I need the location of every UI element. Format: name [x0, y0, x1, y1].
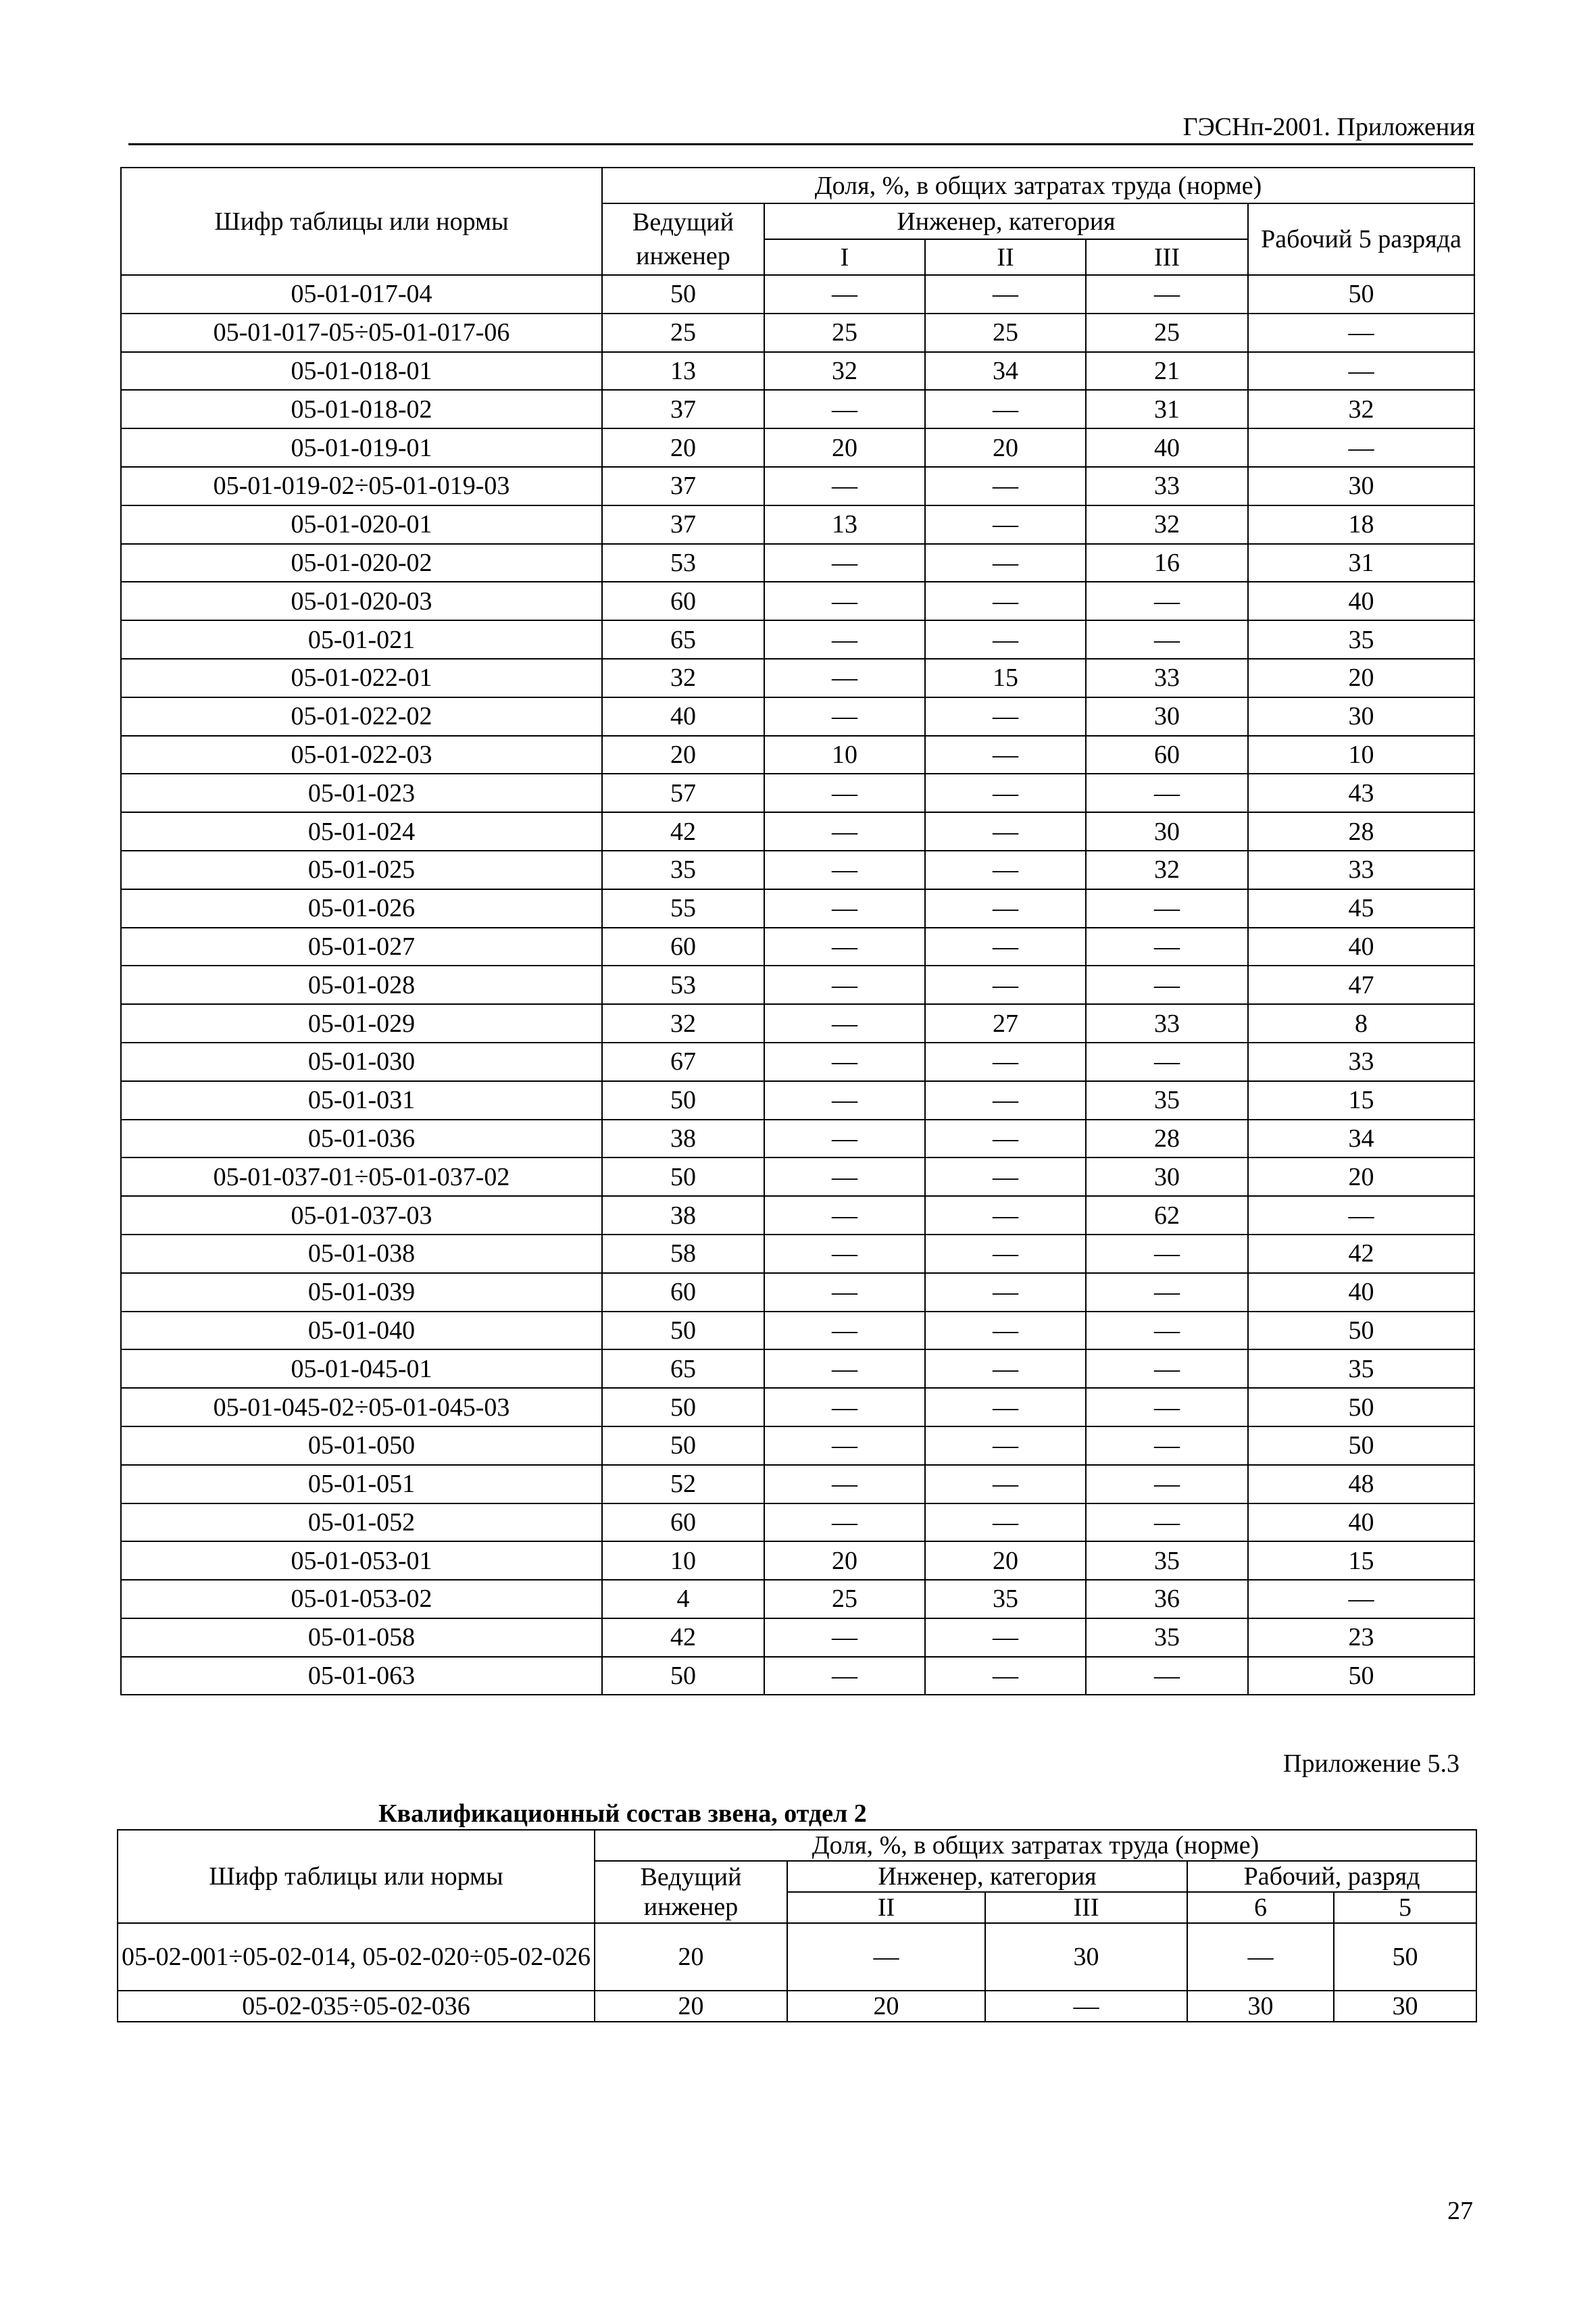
value-cell: 60: [602, 928, 764, 966]
value-cell: 65: [602, 1349, 764, 1388]
value-cell: 20: [1248, 659, 1474, 697]
value-cell: 33: [1086, 659, 1248, 697]
code-cell: 05-01-058: [121, 1618, 602, 1657]
t2-header-engineer-category: Инженер, категория: [787, 1861, 1187, 1892]
value-cell: —: [925, 1081, 1086, 1120]
table-row: [121, 1465, 1474, 1503]
value-cell: —: [925, 1388, 1086, 1426]
table-row: [121, 620, 1474, 659]
value-cell: 25: [764, 1580, 925, 1618]
value-cell: 25: [764, 314, 925, 352]
value-cell: 37: [602, 390, 764, 428]
value-cell: 10: [602, 1541, 764, 1580]
table-row: [121, 314, 1474, 352]
value-cell: 58: [602, 1235, 764, 1273]
value-cell: 35: [602, 851, 764, 889]
table-row: [118, 1991, 1476, 2022]
value-cell: 33: [1086, 1004, 1248, 1043]
table-row: [121, 582, 1474, 620]
value-cell: 50: [602, 1657, 764, 1695]
code-cell: 05-02-001÷05-02-014, 05-02-020÷05-02-026: [118, 1923, 595, 1991]
value-cell: —: [925, 505, 1086, 544]
value-cell: 20: [595, 1991, 787, 2022]
value-cell: —: [764, 1120, 925, 1158]
value-cell: —: [764, 544, 925, 582]
table-row: [121, 1120, 1474, 1158]
value-cell: 25: [925, 314, 1086, 352]
value-cell: 55: [602, 889, 764, 928]
appendix-label: Приложение 5.3: [1283, 1749, 1460, 1778]
value-cell: —: [1086, 1349, 1248, 1388]
value-cell: 42: [602, 1618, 764, 1657]
t2-header-code: Шифр таблицы или нормы: [118, 1830, 595, 1923]
header-lead-engineer: Ведущий инженер: [602, 203, 764, 275]
value-cell: —: [925, 1120, 1086, 1158]
value-cell: 35: [925, 1580, 1086, 1618]
value-cell: —: [925, 1043, 1086, 1081]
value-cell: —: [764, 390, 925, 428]
table-row: [121, 1273, 1474, 1312]
value-cell: —: [925, 467, 1086, 505]
code-cell: 05-01-028: [121, 966, 602, 1004]
code-cell: 05-01-020-01: [121, 505, 602, 544]
value-cell: 10: [1248, 736, 1474, 774]
value-cell: —: [925, 966, 1086, 1004]
value-cell: —: [764, 697, 925, 736]
value-cell: 50: [1334, 1923, 1476, 1991]
value-cell: —: [925, 275, 1086, 314]
code-cell: 05-01-018-02: [121, 390, 602, 428]
value-cell: 50: [1248, 1657, 1474, 1695]
value-cell: 40: [1248, 582, 1474, 620]
value-cell: 35: [1086, 1618, 1248, 1657]
table-row: [121, 851, 1474, 889]
value-cell: —: [1086, 620, 1248, 659]
table-row: [121, 1043, 1474, 1081]
value-cell: —: [925, 812, 1086, 851]
value-cell: —: [1086, 1503, 1248, 1542]
value-cell: 30: [1086, 1158, 1248, 1196]
labor-share-table-section-1: [120, 167, 1475, 1695]
value-cell: —: [925, 1196, 1086, 1235]
value-cell: —: [1248, 1196, 1474, 1235]
value-cell: —: [1086, 774, 1248, 812]
value-cell: 40: [1248, 1273, 1474, 1312]
value-cell: 20: [602, 736, 764, 774]
value-cell: —: [764, 812, 925, 851]
value-cell: —: [764, 1004, 925, 1043]
value-cell: —: [925, 1426, 1086, 1465]
code-cell: 05-01-022-03: [121, 736, 602, 774]
value-cell: 47: [1248, 966, 1474, 1004]
code-cell: 05-01-017-05÷05-01-017-06: [121, 314, 602, 352]
table-row: [121, 1235, 1474, 1273]
table-row: [121, 1580, 1474, 1618]
code-cell: 05-01-021: [121, 620, 602, 659]
value-cell: 21: [1086, 352, 1248, 391]
table-row: [121, 774, 1474, 812]
value-cell: 37: [602, 467, 764, 505]
value-cell: —: [1086, 1657, 1248, 1695]
t2-header-cat-2: II: [787, 1892, 985, 1923]
value-cell: —: [1086, 582, 1248, 620]
value-cell: 50: [602, 1158, 764, 1196]
value-cell: —: [1248, 352, 1474, 391]
code-cell: 05-01-023: [121, 774, 602, 812]
value-cell: 35: [1086, 1541, 1248, 1580]
header-code: Шифр таблицы или нормы: [121, 168, 602, 275]
value-cell: —: [1248, 314, 1474, 352]
table-row: [121, 1312, 1474, 1350]
value-cell: 34: [925, 352, 1086, 391]
value-cell: —: [1086, 275, 1248, 314]
value-cell: 32: [602, 659, 764, 697]
value-cell: 28: [1248, 812, 1474, 851]
code-cell: 05-01-027: [121, 928, 602, 966]
t2-header-grade-5: 5: [1334, 1892, 1476, 1923]
value-cell: 30: [1187, 1991, 1334, 2022]
value-cell: 18: [1248, 505, 1474, 544]
value-cell: 67: [602, 1043, 764, 1081]
value-cell: 33: [1248, 1043, 1474, 1081]
value-cell: 20: [602, 428, 764, 467]
table2-title: Квалификационный состав звена, отдел 2: [378, 1799, 867, 1828]
value-cell: —: [764, 1312, 925, 1350]
value-cell: 53: [602, 966, 764, 1004]
code-cell: 05-01-026: [121, 889, 602, 928]
value-cell: 43: [1248, 774, 1474, 812]
value-cell: —: [764, 1196, 925, 1235]
value-cell: —: [925, 620, 1086, 659]
value-cell: 32: [1086, 505, 1248, 544]
value-cell: —: [764, 1349, 925, 1388]
code-cell: 05-01-036: [121, 1120, 602, 1158]
value-cell: —: [925, 1312, 1086, 1350]
header-rule: [128, 143, 1473, 145]
table-row: [121, 428, 1474, 467]
table-row: [121, 1081, 1474, 1120]
code-cell: 05-01-024: [121, 812, 602, 851]
code-cell: 05-01-030: [121, 1043, 602, 1081]
value-cell: —: [764, 1618, 925, 1657]
value-cell: —: [1086, 928, 1248, 966]
value-cell: 33: [1086, 467, 1248, 505]
table-row: [121, 928, 1474, 966]
table1-body: [121, 275, 1474, 1695]
value-cell: —: [925, 774, 1086, 812]
header-worker: Рабочий 5 разряда: [1248, 203, 1474, 275]
table-row: [121, 966, 1474, 1004]
table-row: [121, 1388, 1474, 1426]
value-cell: —: [764, 1426, 925, 1465]
value-cell: 33: [1248, 851, 1474, 889]
value-cell: 52: [602, 1465, 764, 1503]
value-cell: 20: [764, 428, 925, 467]
code-cell: 05-01-022-01: [121, 659, 602, 697]
value-cell: 50: [1248, 1426, 1474, 1465]
table-row: [121, 889, 1474, 928]
value-cell: —: [1086, 1273, 1248, 1312]
value-cell: —: [985, 1991, 1187, 2022]
value-cell: —: [1086, 1388, 1248, 1426]
header-share: Доля, %, в общих затратах труда (норме): [602, 168, 1474, 203]
value-cell: —: [764, 620, 925, 659]
value-cell: 15: [1248, 1081, 1474, 1120]
value-cell: —: [764, 275, 925, 314]
value-cell: 50: [1248, 1388, 1474, 1426]
value-cell: 30: [1248, 697, 1474, 736]
table-row: [121, 736, 1474, 774]
value-cell: 60: [1086, 736, 1248, 774]
value-cell: 30: [1248, 467, 1474, 505]
value-cell: 40: [602, 697, 764, 736]
table-row: [121, 505, 1474, 544]
code-cell: 05-01-040: [121, 1312, 602, 1350]
value-cell: 25: [1086, 314, 1248, 352]
value-cell: —: [764, 467, 925, 505]
value-cell: 35: [1248, 620, 1474, 659]
code-cell: 05-01-019-02÷05-01-019-03: [121, 467, 602, 505]
value-cell: 42: [1248, 1235, 1474, 1273]
code-cell: 05-01-051: [121, 1465, 602, 1503]
value-cell: —: [1086, 1312, 1248, 1350]
code-cell: 05-01-019-01: [121, 428, 602, 467]
code-cell: 05-01-053-01: [121, 1541, 602, 1580]
value-cell: 38: [602, 1196, 764, 1235]
labor-share-table-section-2: [117, 1829, 1477, 2022]
value-cell: 36: [1086, 1580, 1248, 1618]
value-cell: 20: [1248, 1158, 1474, 1196]
value-cell: —: [925, 1503, 1086, 1542]
value-cell: 60: [602, 1273, 764, 1312]
value-cell: 50: [602, 1312, 764, 1350]
value-cell: 32: [602, 1004, 764, 1043]
value-cell: 35: [1248, 1349, 1474, 1388]
value-cell: —: [764, 1158, 925, 1196]
value-cell: —: [764, 1043, 925, 1081]
value-cell: —: [925, 582, 1086, 620]
value-cell: 25: [602, 314, 764, 352]
table2-body: [118, 1923, 1476, 2022]
value-cell: —: [764, 889, 925, 928]
value-cell: 37: [602, 505, 764, 544]
value-cell: —: [1086, 1235, 1248, 1273]
code-cell: 05-01-053-02: [121, 1580, 602, 1618]
value-cell: 13: [602, 352, 764, 391]
value-cell: —: [787, 1923, 985, 1991]
value-cell: 20: [925, 1541, 1086, 1580]
value-cell: 50: [602, 1388, 764, 1426]
value-cell: 16: [1086, 544, 1248, 582]
code-cell: 05-01-039: [121, 1273, 602, 1312]
table-row: [121, 544, 1474, 582]
code-cell: 05-01-025: [121, 851, 602, 889]
value-cell: 60: [602, 1503, 764, 1542]
value-cell: —: [1086, 966, 1248, 1004]
t2-header-lead-engineer: Ведущий инженер: [595, 1861, 787, 1923]
value-cell: —: [925, 1158, 1086, 1196]
value-cell: —: [925, 851, 1086, 889]
value-cell: 8: [1248, 1004, 1474, 1043]
code-cell: 05-01-050: [121, 1426, 602, 1465]
table-row: [121, 659, 1474, 697]
header-engineer-category: Инженер, категория: [764, 203, 1248, 239]
table-row: [121, 390, 1474, 428]
code-cell: 05-01-022-02: [121, 697, 602, 736]
value-cell: —: [764, 774, 925, 812]
value-cell: 50: [602, 1426, 764, 1465]
value-cell: 20: [925, 428, 1086, 467]
code-cell: 05-01-045-01: [121, 1349, 602, 1388]
value-cell: —: [764, 1235, 925, 1273]
code-cell: 05-01-052: [121, 1503, 602, 1542]
value-cell: —: [764, 851, 925, 889]
table-row: [121, 1158, 1474, 1196]
value-cell: —: [764, 966, 925, 1004]
table-row: [121, 697, 1474, 736]
value-cell: —: [925, 390, 1086, 428]
value-cell: 48: [1248, 1465, 1474, 1503]
value-cell: 31: [1248, 544, 1474, 582]
value-cell: —: [925, 928, 1086, 966]
value-cell: —: [764, 582, 925, 620]
table-row: [121, 1426, 1474, 1465]
value-cell: —: [925, 1618, 1086, 1657]
table-row: [121, 1349, 1474, 1388]
code-cell: 05-01-029: [121, 1004, 602, 1043]
value-cell: 30: [1334, 1991, 1476, 2022]
value-cell: —: [925, 1465, 1086, 1503]
value-cell: 42: [602, 812, 764, 851]
value-cell: —: [925, 889, 1086, 928]
code-cell: 05-01-063: [121, 1657, 602, 1695]
value-cell: 53: [602, 544, 764, 582]
value-cell: 32: [1086, 851, 1248, 889]
value-cell: —: [764, 1273, 925, 1312]
value-cell: —: [925, 1273, 1086, 1312]
t2-header-worker-grade: Рабочий, разряд: [1187, 1861, 1476, 1892]
value-cell: —: [1086, 1426, 1248, 1465]
header-cat-1: I: [764, 239, 925, 275]
value-cell: —: [764, 928, 925, 966]
value-cell: —: [764, 1503, 925, 1542]
table-row: [121, 1004, 1474, 1043]
code-cell: 05-01-037-03: [121, 1196, 602, 1235]
table-row: [121, 1503, 1474, 1542]
value-cell: —: [925, 1235, 1086, 1273]
value-cell: 30: [985, 1923, 1187, 1991]
value-cell: —: [764, 659, 925, 697]
page-number: 27: [1447, 2197, 1473, 2225]
value-cell: —: [925, 697, 1086, 736]
value-cell: —: [764, 1465, 925, 1503]
value-cell: 62: [1086, 1196, 1248, 1235]
code-cell: 05-01-038: [121, 1235, 602, 1273]
t2-header-cat-3: III: [985, 1892, 1187, 1923]
t2-header-grade-6: 6: [1187, 1892, 1334, 1923]
value-cell: 30: [1086, 812, 1248, 851]
value-cell: 30: [1086, 697, 1248, 736]
value-cell: —: [1248, 1580, 1474, 1618]
code-cell: 05-01-031: [121, 1081, 602, 1120]
code-cell: 05-01-045-02÷05-01-045-03: [121, 1388, 602, 1426]
value-cell: 27: [925, 1004, 1086, 1043]
value-cell: 50: [602, 275, 764, 314]
code-cell: 05-01-018-01: [121, 352, 602, 391]
value-cell: 38: [602, 1120, 764, 1158]
value-cell: —: [764, 1657, 925, 1695]
value-cell: —: [925, 736, 1086, 774]
value-cell: —: [1187, 1923, 1334, 1991]
value-cell: 60: [602, 582, 764, 620]
value-cell: 45: [1248, 889, 1474, 928]
table-row: [121, 812, 1474, 851]
value-cell: 15: [925, 659, 1086, 697]
value-cell: —: [1086, 889, 1248, 928]
code-cell: 05-01-020-03: [121, 582, 602, 620]
value-cell: 35: [1086, 1081, 1248, 1120]
table-row: [118, 1923, 1476, 1991]
value-cell: —: [764, 1388, 925, 1426]
value-cell: 50: [602, 1081, 764, 1120]
value-cell: 28: [1086, 1120, 1248, 1158]
value-cell: —: [925, 544, 1086, 582]
table-row: [121, 352, 1474, 391]
code-cell: 05-02-035÷05-02-036: [118, 1991, 595, 2022]
code-cell: 05-01-037-01÷05-01-037-02: [121, 1158, 602, 1196]
value-cell: 20: [764, 1541, 925, 1580]
value-cell: —: [925, 1657, 1086, 1695]
value-cell: 15: [1248, 1541, 1474, 1580]
table-row: [121, 1657, 1474, 1695]
value-cell: 32: [1248, 390, 1474, 428]
t2-header-share: Доля, %, в общих затратах труда (норме): [595, 1830, 1476, 1861]
value-cell: 57: [602, 774, 764, 812]
table-row: [121, 1196, 1474, 1235]
value-cell: —: [1248, 428, 1474, 467]
value-cell: 40: [1248, 928, 1474, 966]
header-cat-3: III: [1086, 239, 1248, 275]
value-cell: 23: [1248, 1618, 1474, 1657]
value-cell: 50: [1248, 1312, 1474, 1350]
value-cell: 40: [1248, 1503, 1474, 1542]
header-cat-2: II: [925, 239, 1086, 275]
table-row: [121, 1618, 1474, 1657]
value-cell: 32: [764, 352, 925, 391]
value-cell: 20: [787, 1991, 985, 2022]
value-cell: —: [925, 1349, 1086, 1388]
value-cell: —: [764, 1081, 925, 1120]
value-cell: —: [1086, 1465, 1248, 1503]
value-cell: 20: [595, 1923, 787, 1991]
table-row: [121, 467, 1474, 505]
value-cell: 10: [764, 736, 925, 774]
value-cell: —: [1086, 1043, 1248, 1081]
value-cell: 13: [764, 505, 925, 544]
running-title: ГЭСНп-2001. Приложения: [1182, 113, 1475, 141]
value-cell: 50: [1248, 275, 1474, 314]
table-row: [121, 275, 1474, 314]
table-row: [121, 1541, 1474, 1580]
value-cell: 65: [602, 620, 764, 659]
value-cell: 40: [1086, 428, 1248, 467]
value-cell: 31: [1086, 390, 1248, 428]
code-cell: 05-01-020-02: [121, 544, 602, 582]
value-cell: 4: [602, 1580, 764, 1618]
code-cell: 05-01-017-04: [121, 275, 602, 314]
value-cell: 34: [1248, 1120, 1474, 1158]
